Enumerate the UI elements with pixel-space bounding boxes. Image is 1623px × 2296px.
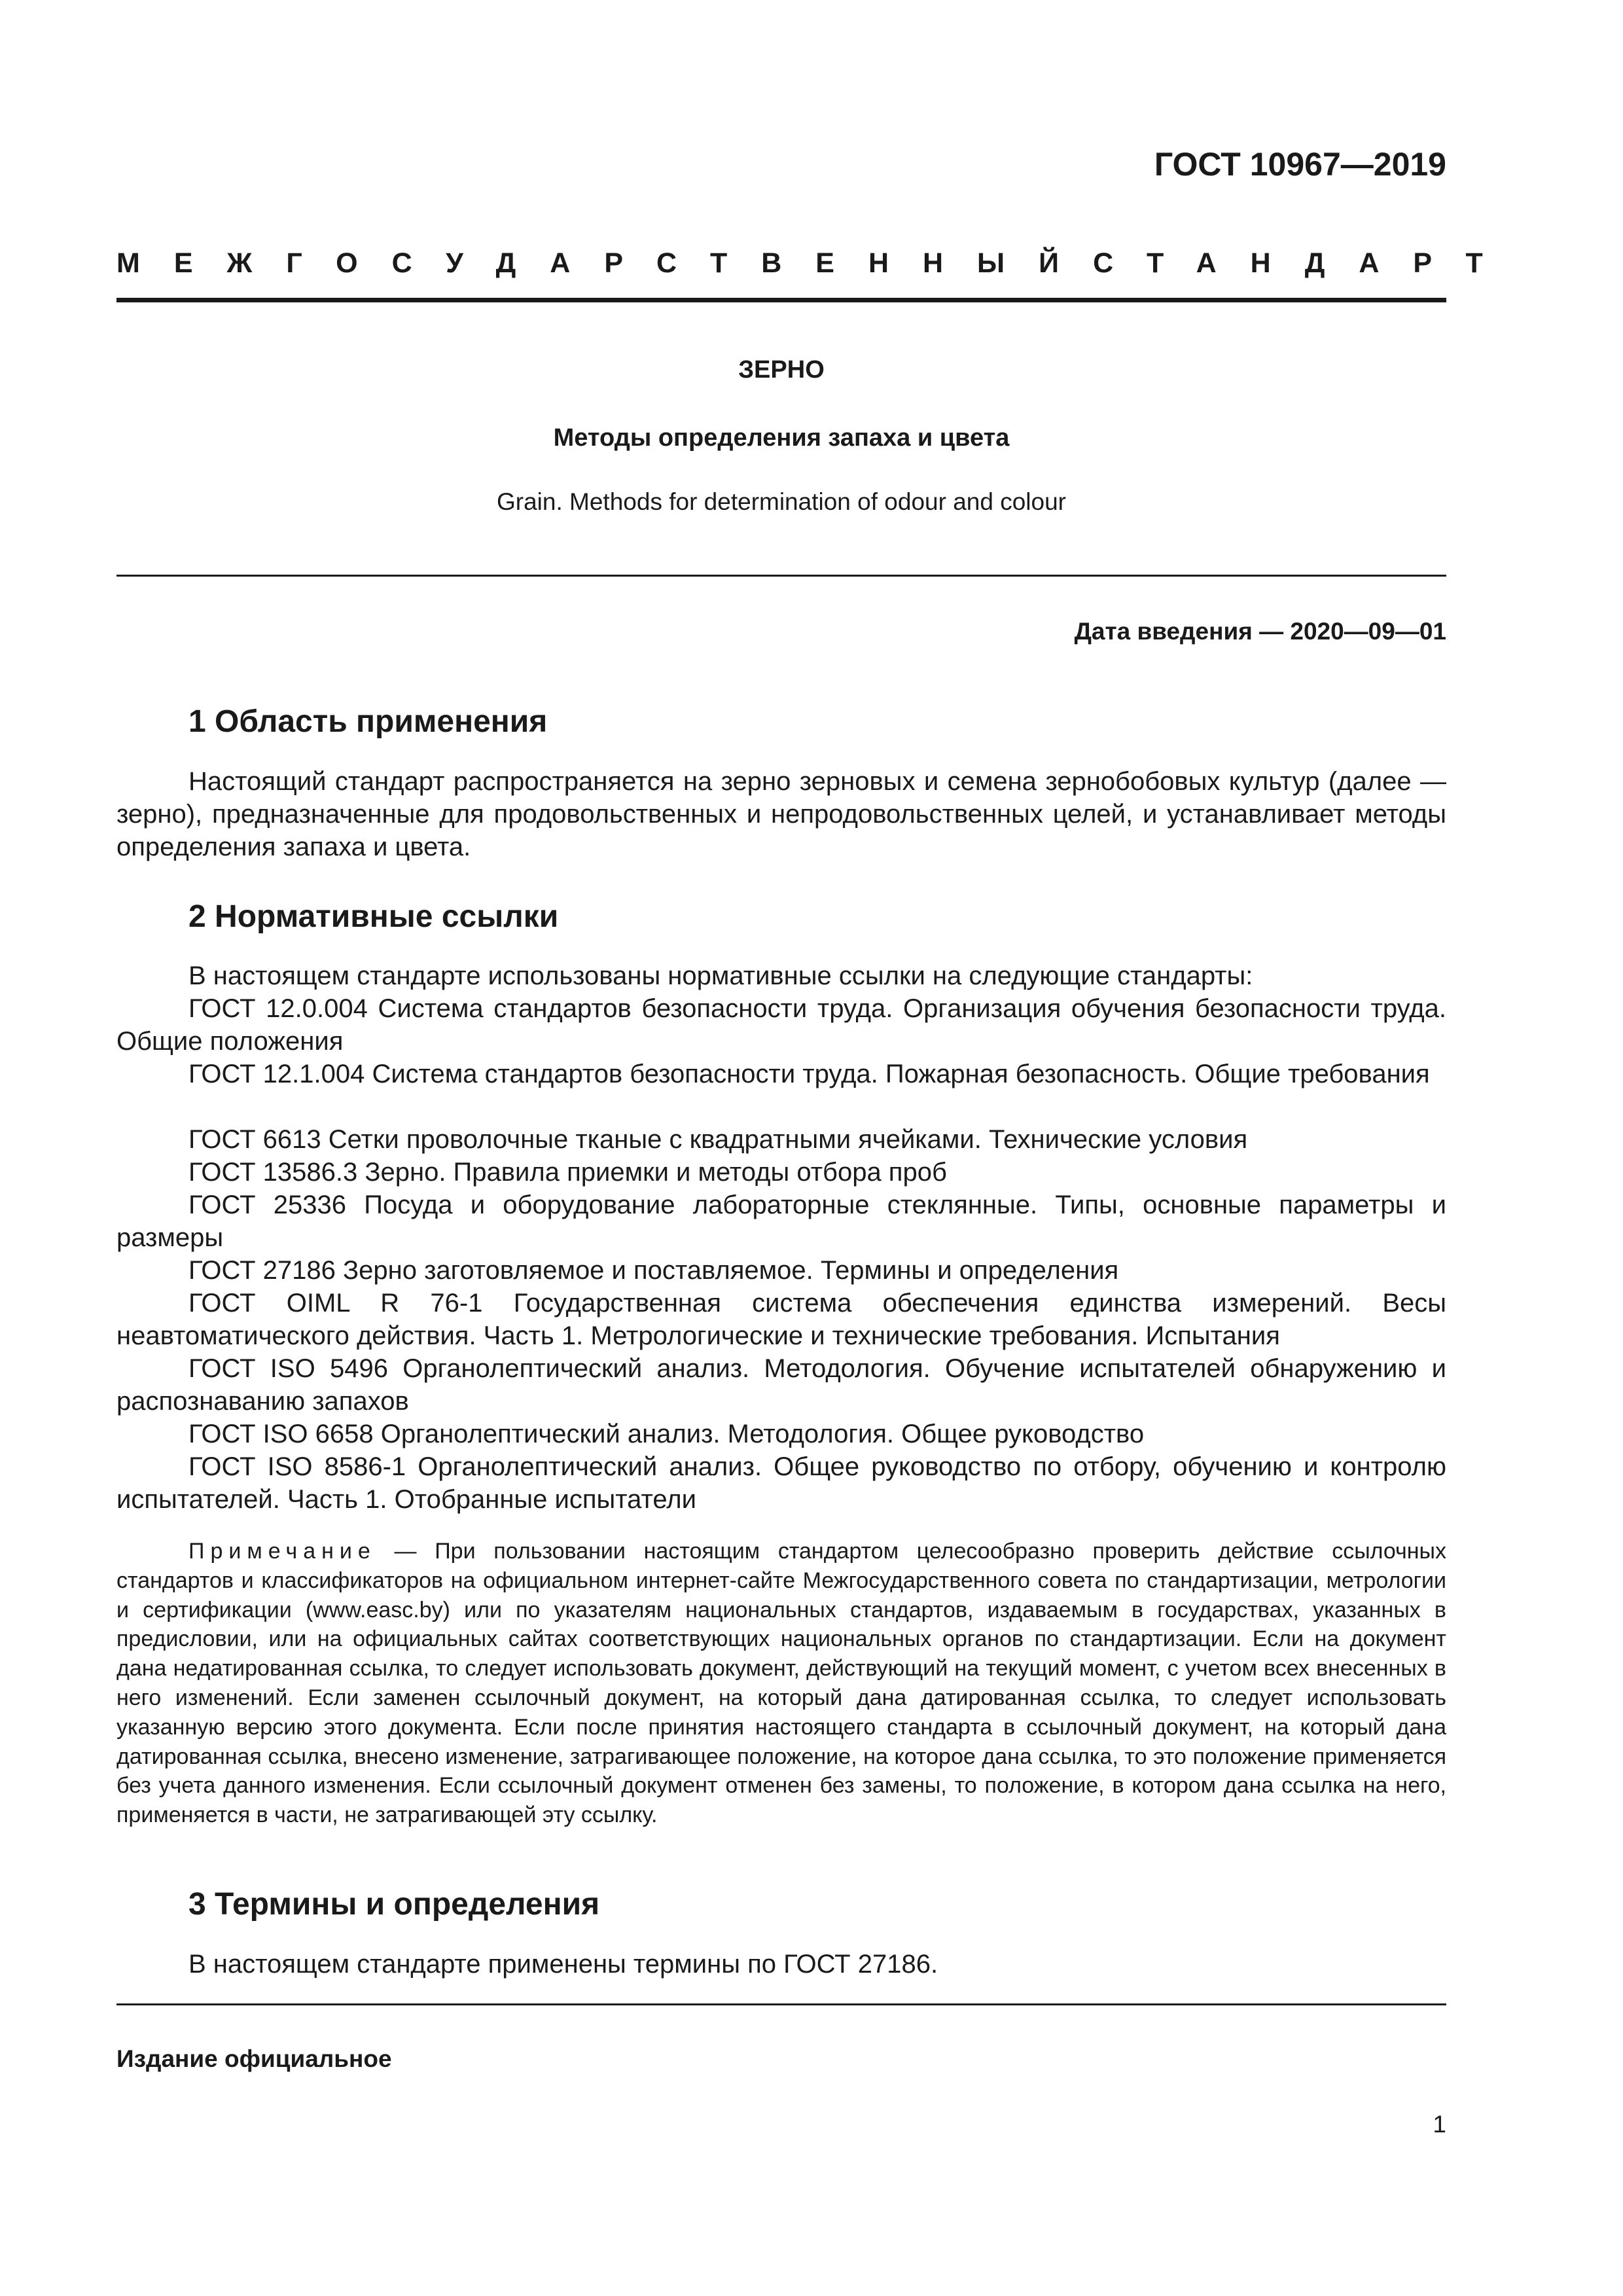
section-heading-terms: 3 Термины и определения <box>188 1887 600 1922</box>
reference-item: ГОСТ 12.1.004 Система стандартов безопасности труда. Пожарная безопасность. Общие требования <box>188 1060 1430 1088</box>
note-text: — При пользовании настоящим стандартом целесообразно проверить действие ссылочных стандартов и классификаторов на официальном интернет-сайте Межгосударственного совета по стандартизации, метрологии и сертификации (www.easc.by) или по указателям национальных стандартов, издаваемым в государствах, указанных в предисловии, или на официальных сайтах соответствующих национальных органов по стандартизации. Если на документ дана недатированная ссылка, то следует использовать документ, действующий на текущий момент, с учетом всех внесенных в него изменений. Если заменен ссылочный документ, на который дана датированная ссылка, то следует использовать указанную версию этого документа. Если после принятия настоящего стандарта в ссылочный документ, на который дана датированная ссылка, внесено изменение, затрагивающее положение, на которое дана ссылка, то это положение применяется без учета данного изменения. Если ссылочный документ отменен без замены, то положение, в котором дана ссылка на него, применяется в части, не затрагивающей эту ссылку. <box>116 1539 1446 1828</box>
note-label: Примечание <box>188 1539 376 1564</box>
reference-item: ГОСТ ISO 6658 Органолептический анализ. Методология. Общее руководство <box>188 1420 1145 1448</box>
document-title-english: Grain. Methods for determination of odour and colour <box>497 488 1066 515</box>
page-number: 1 <box>1433 2111 1446 2138</box>
standard-type-header <box>116 247 1517 279</box>
reference-item: ГОСТ 6613 Сетки проволочные тканые с квадратными ячейками. Технические условия <box>188 1125 1248 1154</box>
footer-rule <box>116 2003 1446 2005</box>
references-note <box>116 1537 1446 1830</box>
reference-item: ГОСТ ISO 5496 Органолептический анализ. Методология. Обучение испытателей обнаружению и распознаванию запахов <box>116 1354 1446 1416</box>
gost-code: ГОСТ 10967—2019 <box>1154 146 1446 183</box>
reference-item: ГОСТ 25336 Посуда и оборудование лабораторные стеклянные. Типы, основные параметры и размеры <box>116 1191 1446 1252</box>
section-scope-text: Настоящий стандарт распространяется на зерно зерновых и семена зернобобовых культур (далее — зерно), предназначенные для продовольственных и непродовольственных целей, и устанавливает методы определения запаха и цвета. <box>116 767 1446 861</box>
reference-item: ГОСТ 27186 Зерно заготовляемое и поставляемое. Термины и определения <box>188 1256 1119 1285</box>
reference-item: ГОСТ 12.0.004 Система стандартов безопасности труда. Организация обучения безопасности труда. Общие положения <box>116 994 1446 1056</box>
section-heading-scope: 1 Область применения <box>188 704 548 739</box>
section-heading-normative-references: 2 Нормативные ссылки <box>188 899 559 934</box>
title-rule <box>116 575 1446 577</box>
reference-item: ГОСТ 13586.3 Зерно. Правила приемки и методы отбора проб <box>188 1158 947 1187</box>
document-title: ЗЕРНО <box>738 356 825 384</box>
standard-type-word-1: МЕЖГОСУДАРСТВЕННЫЙ <box>116 247 1094 279</box>
introduction-date: Дата введения — 2020—09—01 <box>1074 618 1446 645</box>
reference-item: ГОСТ ISO 8586-1 Органолептический анализ. Общее руководство по отбору, обучению и контролю испытателей. Часть 1. Отобранные испытатели <box>116 1452 1446 1514</box>
header-rule <box>116 298 1446 302</box>
standard-type-word-2: СТАНДАРТ <box>1093 247 1517 279</box>
references-intro: В настоящем стандарте использованы нормативные ссылки на следующие стандарты: <box>188 961 1253 990</box>
reference-item: ГОСТ OIML R 76-1 Государственная система обеспечения единства измерений. Весы неавтоматического действия. Часть 1. Метрологические и технические требования. Испытания <box>116 1289 1446 1350</box>
document-subtitle: Методы определения запаха и цвета <box>553 424 1010 452</box>
edition-label: Издание официальное <box>116 2045 392 2072</box>
section-terms-text: В настоящем стандарте применены термины по ГОСТ 27186. <box>188 1950 938 1979</box>
